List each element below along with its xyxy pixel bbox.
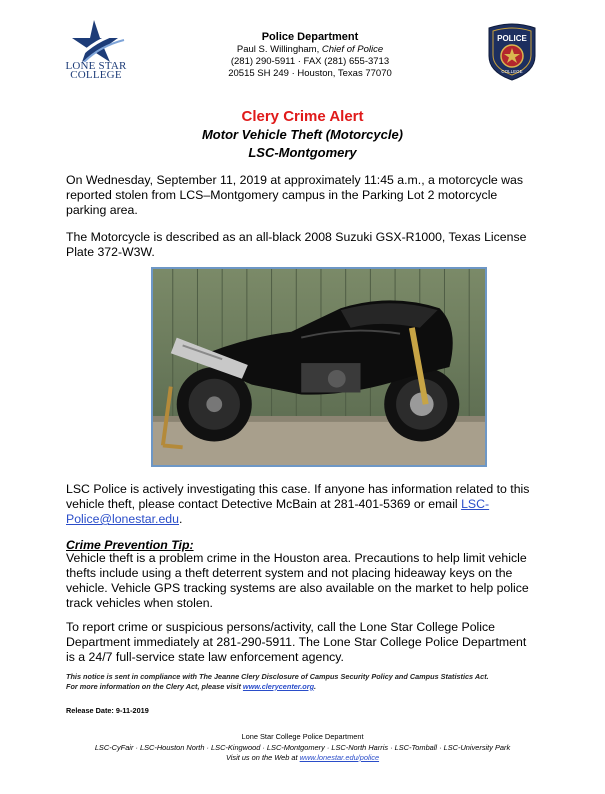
notice-line2-text: For more information on the Clery Act, please visit — [66, 681, 243, 691]
report-paragraph: To report crime or suspicious persons/activity, call the Lone Star College Police Department immediately at 281-290-5911. The Lone Star College Police Department is a 24/7 full-service state law enforcement agency. — [66, 620, 527, 664]
alert-campus: LSC-Montgomery — [248, 145, 357, 160]
investigation-end: . — [178, 512, 183, 526]
investigation-paragraph — [66, 482, 538, 527]
chief-name: Paul S. Willingham, — [236, 44, 320, 55]
notice-line2-end: . — [314, 681, 317, 691]
alert-title: Clery Crime Alert — [241, 108, 364, 125]
clery-notice — [66, 672, 489, 691]
footer-web-text: Visit us on the Web at — [225, 753, 300, 762]
clery-center-link[interactable]: www.clerycenter.org — [242, 681, 315, 691]
investigation-text: LSC Police is actively investigating this case. If anyone has information related to this vehicle theft, please contact Detective McBain at 281-401-5369 or email — [66, 482, 530, 511]
crime-prevention-heading: Crime Prevention Tip: — [66, 538, 194, 552]
badge-bottom-text: COLLEGE — [501, 69, 523, 74]
motorcycle-photo — [151, 267, 487, 467]
star-icon — [64, 18, 128, 62]
notice-line1: This notice is sent in compliance with The Jeanne Clery Disclosure of Campus Security Policy and Campus Statistics Act. — [66, 672, 489, 681]
letterhead — [160, 30, 460, 80]
footer-web — [0, 753, 605, 764]
chief-line — [160, 44, 460, 56]
badge-top-text: POLICE — [497, 34, 527, 43]
lonestar-police-link[interactable]: www.lonestar.edu/police — [299, 753, 380, 762]
chief-title: Chief of Police — [321, 44, 384, 55]
prevention-paragraph: Vehicle theft is a problem crime in the Houston area. Precautions to help limit vehicle thefts include using a theft deterrent system and not placing hideaway keys on the vehicle. Vehicle GPS tracking systems are also available on the market to help police track vehicles when stolen. — [66, 551, 529, 610]
footer-campuses: LSC-CyFair · LSC-Houston North · LSC-Kingwood · LSC-Montgomery · LSC-North Harris · LSC-Tomball · LSC-University Park — [94, 742, 511, 752]
police-email-link[interactable]: LSC-Police@lonestar.edu — [66, 497, 490, 526]
notice-line2 — [66, 682, 489, 692]
logo-line1: LONE STAR — [65, 60, 127, 72]
alert-subtitle: Motor Vehicle Theft (Motorcycle) — [201, 127, 404, 142]
phone-fax: (281) 290-5911 · FAX (281) 655-3713 — [230, 56, 390, 67]
release-date: Release Date: 9-11-2019 — [66, 706, 149, 715]
lone-star-college-logo — [64, 18, 128, 84]
footer-department: Lone Star College Police Department — [241, 732, 364, 741]
logo-text — [64, 62, 128, 80]
address: 20515 SH 249 · Houston, Texas 77070 — [228, 68, 392, 79]
department-name: Police Department — [261, 31, 359, 43]
description-paragraph: The Motorcycle is described as an all-black 2008 Suzuki GSX-R1000, Texas License Plate 372-W3W. — [66, 230, 527, 259]
incident-paragraph: On Wednesday, September 11, 2019 at approximately 11:45 a.m., a motorcycle was reported stolen from LCS–Montgomery campus in the Parking Lot 2 motorcycle parking area. — [66, 173, 524, 217]
logo-line2: COLLEGE — [70, 69, 122, 81]
footer — [0, 732, 605, 764]
police-badge-icon — [485, 22, 539, 82]
